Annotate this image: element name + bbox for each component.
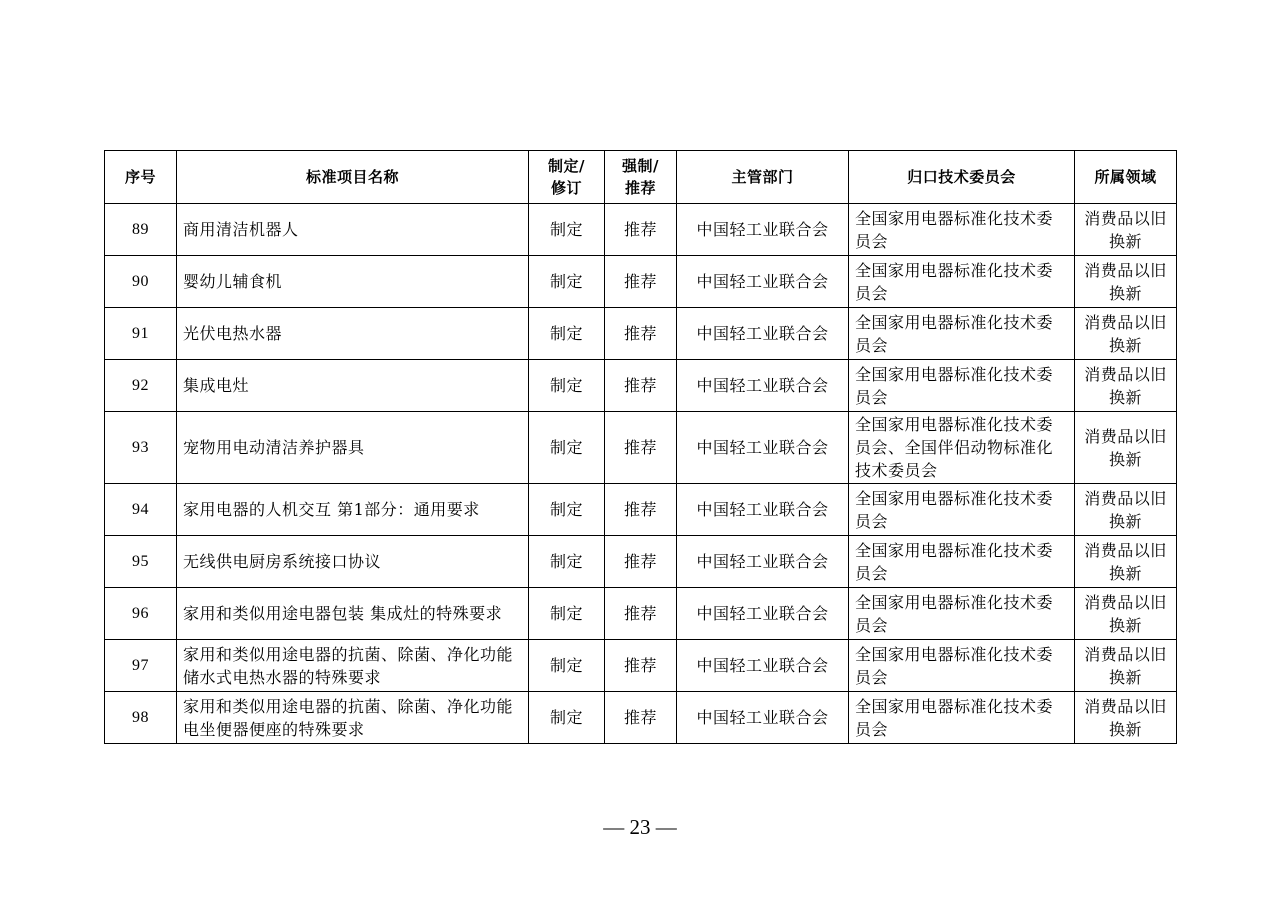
- header-committee: 归口技术委员会: [849, 151, 1075, 204]
- table-header-row: [105, 151, 1177, 204]
- cell-committee: 全国家用电器标准化技术委员会: [849, 256, 1075, 308]
- cell-name: 家用和类似用途电器的抗菌、除菌、净化功能 储水式电热水器的特殊要求: [177, 640, 529, 692]
- cell-nature: 推荐: [605, 308, 677, 360]
- cell-no: 96: [105, 588, 177, 640]
- cell-nature: 推荐: [605, 484, 677, 536]
- page-number: — 23 —: [603, 815, 677, 839]
- cell-dept: 中国轻工业联合会: [677, 588, 849, 640]
- cell-nature: 推荐: [605, 360, 677, 412]
- cell-name: 家用和类似用途电器包装 集成灶的特殊要求: [177, 588, 529, 640]
- cell-nature: 推荐: [605, 204, 677, 256]
- cell-no: 90: [105, 256, 177, 308]
- cell-type: 制定: [529, 588, 605, 640]
- header-type-line1: 制定/: [548, 157, 585, 175]
- header-nature: [605, 151, 677, 204]
- cell-name: 集成电灶: [177, 360, 529, 412]
- header-dept: 主管部门: [677, 151, 849, 204]
- cell-name: 无线供电厨房系统接口协议: [177, 536, 529, 588]
- table-row: [105, 412, 1177, 484]
- cell-type: 制定: [529, 640, 605, 692]
- cell-committee: 全国家用电器标准化技术委员会: [849, 308, 1075, 360]
- cell-field: 消费品以旧换新: [1075, 484, 1177, 536]
- cell-field: 消费品以旧换新: [1075, 412, 1177, 484]
- cell-committee: 全国家用电器标准化技术委员会、全国伴侣动物标准化技术委员会: [849, 412, 1075, 484]
- table-row: [105, 692, 1177, 744]
- cell-dept: 中国轻工业联合会: [677, 412, 849, 484]
- table-row: [105, 256, 1177, 308]
- table-row: [105, 360, 1177, 412]
- cell-committee: 全国家用电器标准化技术委员会: [849, 588, 1075, 640]
- cell-name: 婴幼儿辅食机: [177, 256, 529, 308]
- cell-committee: 全国家用电器标准化技术委员会: [849, 692, 1075, 744]
- table-row: [105, 308, 1177, 360]
- cell-no: 91: [105, 308, 177, 360]
- standards-table: [104, 150, 1177, 744]
- cell-field: 消费品以旧换新: [1075, 536, 1177, 588]
- cell-field: 消费品以旧换新: [1075, 588, 1177, 640]
- cell-dept: 中国轻工业联合会: [677, 204, 849, 256]
- cell-name: 家用电器的人机交互 第1部分：通用要求: [177, 484, 529, 536]
- cell-dept: 中国轻工业联合会: [677, 256, 849, 308]
- cell-type: 制定: [529, 204, 605, 256]
- cell-nature: 推荐: [605, 640, 677, 692]
- table-row: [105, 588, 1177, 640]
- cell-dept: 中国轻工业联合会: [677, 484, 849, 536]
- cell-name: 家用和类似用途电器的抗菌、除菌、净化功能 电坐便器便座的特殊要求: [177, 692, 529, 744]
- cell-nature: 推荐: [605, 536, 677, 588]
- cell-dept: 中国轻工业联合会: [677, 640, 849, 692]
- header-no: 序号: [105, 151, 177, 204]
- cell-no: 95: [105, 536, 177, 588]
- cell-nature: 推荐: [605, 256, 677, 308]
- cell-type: 制定: [529, 692, 605, 744]
- cell-no: 92: [105, 360, 177, 412]
- cell-dept: 中国轻工业联合会: [677, 692, 849, 744]
- table-row: [105, 204, 1177, 256]
- cell-dept: 中国轻工业联合会: [677, 536, 849, 588]
- cell-field: 消费品以旧换新: [1075, 360, 1177, 412]
- cell-nature: 推荐: [605, 692, 677, 744]
- table-row: [105, 640, 1177, 692]
- header-field: 所属领域: [1075, 151, 1177, 204]
- header-nature-line1: 强制/: [622, 157, 659, 175]
- cell-field: 消费品以旧换新: [1075, 692, 1177, 744]
- cell-field: 消费品以旧换新: [1075, 204, 1177, 256]
- header-type: [529, 151, 605, 204]
- cell-committee: 全国家用电器标准化技术委员会: [849, 640, 1075, 692]
- cell-type: 制定: [529, 308, 605, 360]
- cell-type: 制定: [529, 412, 605, 484]
- cell-name: 宠物用电动清洁养护器具: [177, 412, 529, 484]
- cell-field: 消费品以旧换新: [1075, 256, 1177, 308]
- cell-no: 94: [105, 484, 177, 536]
- header-nature-line2: 推荐: [624, 179, 656, 197]
- cell-dept: 中国轻工业联合会: [677, 360, 849, 412]
- cell-type: 制定: [529, 484, 605, 536]
- cell-no: 97: [105, 640, 177, 692]
- cell-field: 消费品以旧换新: [1075, 308, 1177, 360]
- table-row: [105, 536, 1177, 588]
- cell-name: 商用清洁机器人: [177, 204, 529, 256]
- cell-name: 光伏电热水器: [177, 308, 529, 360]
- cell-no: 93: [105, 412, 177, 484]
- cell-type: 制定: [529, 536, 605, 588]
- cell-committee: 全国家用电器标准化技术委员会: [849, 484, 1075, 536]
- cell-no: 98: [105, 692, 177, 744]
- table-row: [105, 484, 1177, 536]
- header-type-line2: 修订: [550, 179, 582, 197]
- cell-committee: 全国家用电器标准化技术委员会: [849, 536, 1075, 588]
- cell-dept: 中国轻工业联合会: [677, 308, 849, 360]
- cell-type: 制定: [529, 256, 605, 308]
- header-name: 标准项目名称: [177, 151, 529, 204]
- cell-committee: 全国家用电器标准化技术委员会: [849, 360, 1075, 412]
- cell-committee: 全国家用电器标准化技术委员会: [849, 204, 1075, 256]
- cell-no: 89: [105, 204, 177, 256]
- cell-field: 消费品以旧换新: [1075, 640, 1177, 692]
- cell-nature: 推荐: [605, 412, 677, 484]
- cell-nature: 推荐: [605, 588, 677, 640]
- cell-type: 制定: [529, 360, 605, 412]
